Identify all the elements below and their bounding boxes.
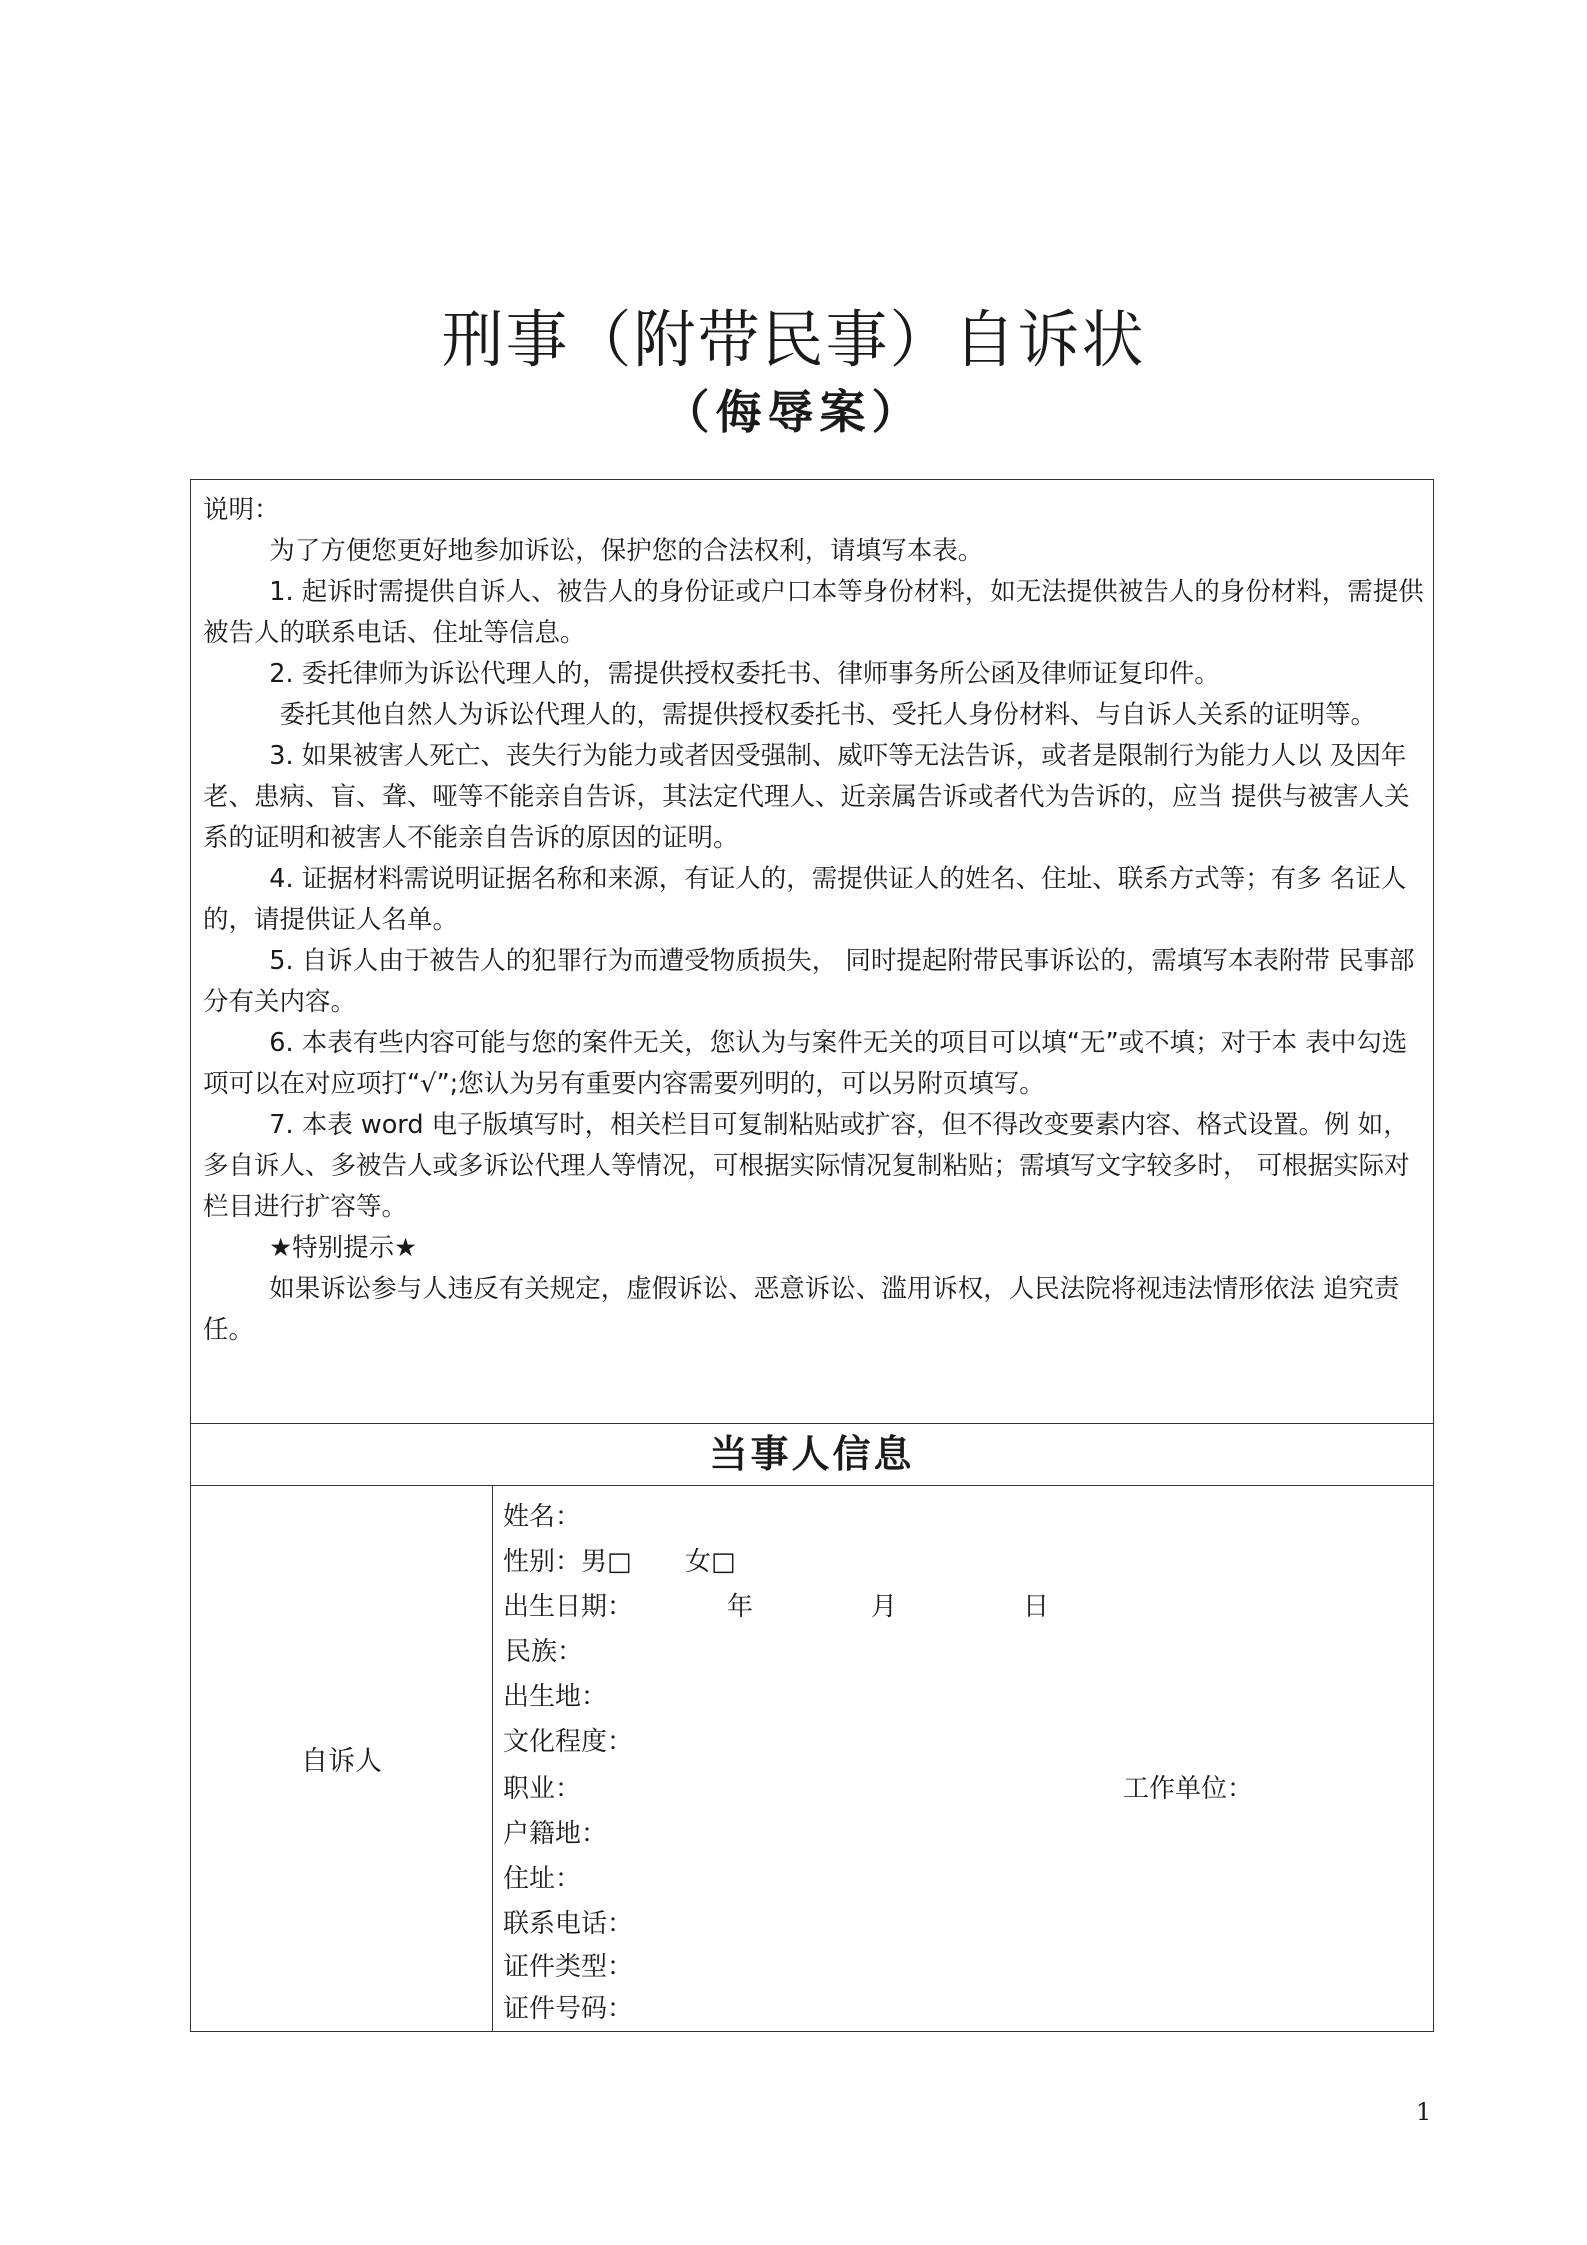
employer-field[interactable]: 工作单位： — [1123, 1774, 1254, 1804]
gender-male-checkbox[interactable]: 性别：男□ — [503, 1547, 632, 1577]
plaintiff-label: 自诉人 — [191, 1486, 493, 2031]
page-number: 1 — [1416, 2098, 1432, 2126]
gender-female-checkbox[interactable]: 女□ — [685, 1547, 736, 1577]
document-title: 刑事（附带民事）自诉状 — [441, 303, 1146, 376]
special-notice-heading: ★特别提示★ — [269, 1233, 418, 1263]
id-number-field[interactable]: 证件号码： — [503, 1994, 634, 2024]
birth-year-label: 年 — [727, 1592, 754, 1622]
instruction-item-3: 3. 如果被害人死亡、丧失行为能力或者因受强制、威吓等无法告诉，或者是限制行为能力人以 及因年老、患病、盲、聋、哑等不能亲自告诉，其法定代理人、近亲属告诉或者代为告诉的，应当 提供与被害人关系的证明和被害人不能亲自告诉的原因的证明。 — [203, 741, 1410, 853]
instruction-item-5: 5. 自诉人由于被告人的犯罪行为而遭受物质损失， 同时提起附带民事诉讼的，需填写本表附带 民事部分有关内容。 — [203, 946, 1415, 1017]
birthplace-field[interactable]: 出生地： — [503, 1682, 608, 1712]
instructions-heading: 说明： — [203, 495, 280, 525]
instructions-intro: 为了方便您更好地参加诉讼，保护您的合法权利，请填写本表。 — [269, 536, 984, 566]
instruction-item-7: 7. 本表 word 电子版填写时，相关栏目可复制粘贴或扩容，但不得改变要素内容、格式设置。例 如，多自诉人、多被告人或多诉讼代理人等情况，可根据实际情况复制粘贴；需填写文字较多时， 可根据实际对栏目进行扩容等。 — [203, 1110, 1410, 1222]
birth-day-label: 日 — [1023, 1592, 1050, 1622]
occupation-field[interactable]: 职业： — [503, 1774, 582, 1804]
education-field[interactable]: 文化程度： — [503, 1727, 634, 1757]
name-field[interactable]: 姓名： — [503, 1502, 582, 1532]
instruction-item-6: 6. 本表有些内容可能与您的案件无关，您认为与案件无关的项目可以填“无”或不填；对于本 表中勾选项可以在对应项打“√”;您认为另有重要内容需要列明的，可以另附页填写。 — [203, 1028, 1408, 1099]
address-field[interactable]: 住址： — [503, 1864, 582, 1894]
birth-month-label: 月 — [871, 1592, 898, 1622]
instruction-item-2b: 委托其他自然人为诉讼代理人的，需提供授权委托书、受托人身份材料、与自诉人关系的证明等。 — [279, 700, 1377, 730]
ethnicity-field[interactable]: 民族： — [505, 1637, 584, 1667]
birth-date-field[interactable]: 出生日期： — [503, 1592, 634, 1622]
id-type-field[interactable]: 证件类型： — [503, 1952, 634, 1982]
plaintiff-fields — [503, 1486, 1423, 2031]
instruction-item-4: 4. 证据材料需说明证据名称和来源，有证人的，需提供证人的姓名、住址、联系方式等；有多 名证人的，请提供证人名单。 — [203, 864, 1407, 935]
instruction-item-1: 1. 起诉时需提供自诉人、被告人的身份证或户口本等身份材料，如无法提供被告人的身份材料，需提供被告人的联系电话、住址等信息。 — [203, 577, 1424, 648]
form-table — [190, 479, 1434, 2032]
phone-field[interactable]: 联系电话： — [503, 1909, 634, 1939]
instruction-item-2a: 2. 委托律师为诉讼代理人的，需提供授权委托书、律师事务所公函及律师证复印件。 — [269, 659, 1220, 689]
instructions-section — [191, 480, 1433, 1424]
registered-residence-field[interactable]: 户籍地： — [503, 1819, 608, 1849]
party-info-heading: 当事人信息 — [191, 1424, 1433, 1486]
special-notice-text: 如果诉讼参与人违反有关规定，虚假诉讼、恶意诉讼、滥用诉权，人民法院将视违法情形依法 追究责任。 — [203, 1274, 1400, 1345]
document-subtitle: （侮辱案） — [663, 385, 924, 439]
